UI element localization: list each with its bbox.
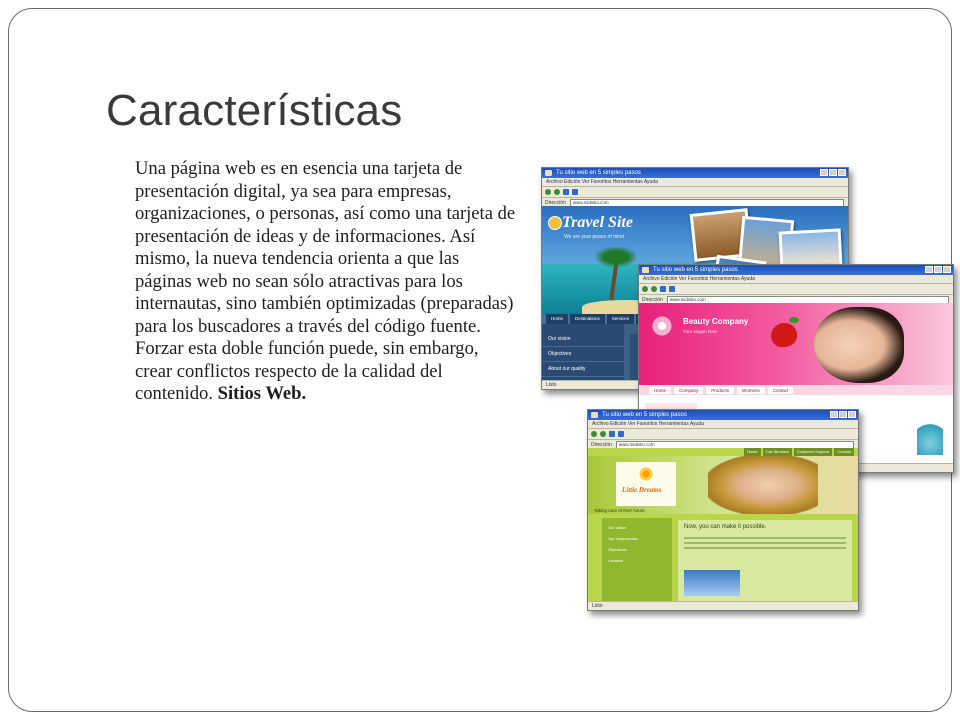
beauty-menu xyxy=(639,385,953,395)
back-icon xyxy=(591,431,597,437)
sidebar-item: Our compromise xyxy=(608,536,638,541)
perfume-bottle-image xyxy=(917,415,943,455)
dreams-banner xyxy=(588,456,858,514)
window-titlebar xyxy=(639,265,953,275)
nav-item: Home xyxy=(744,448,761,456)
search-icon xyxy=(563,189,569,195)
page-content xyxy=(588,448,858,602)
menu-item: Company xyxy=(674,387,703,394)
favorites-icon xyxy=(669,286,675,292)
close-icon xyxy=(848,411,856,418)
close-icon xyxy=(838,169,846,176)
minimize-icon xyxy=(925,266,933,273)
palm-leaves xyxy=(594,246,638,268)
browser-icon xyxy=(642,267,649,273)
text-line xyxy=(684,537,846,539)
dreams-headline: Now, you can make it possible. xyxy=(684,524,767,530)
menu-item: Home xyxy=(649,387,671,394)
browser-screenshot-dreams xyxy=(587,409,859,611)
address-field: www.midsitio.com xyxy=(570,199,844,207)
travel-sidebar xyxy=(542,324,624,381)
window-title: Tu sitio web en 5 simples pasos xyxy=(556,170,641,176)
nav-tab: Services xyxy=(607,314,634,324)
forward-icon xyxy=(554,189,560,195)
forward-icon xyxy=(600,431,606,437)
window-titlebar xyxy=(542,168,848,178)
sidebar-item: Our vision xyxy=(608,525,627,530)
maximize-icon xyxy=(934,266,942,273)
address-label: Dirección xyxy=(545,199,566,206)
maximize-icon xyxy=(829,169,837,176)
nav-item: Contact xyxy=(834,448,854,456)
sidebar-item: Location xyxy=(608,558,624,563)
address-label: Dirección xyxy=(591,441,612,448)
body-bold-tail: Sitios Web. xyxy=(217,383,307,404)
travel-tagline: We are your peace of mind xyxy=(564,234,624,240)
search-icon xyxy=(609,431,615,437)
search-icon xyxy=(660,286,666,292)
dreams-top-nav xyxy=(724,448,858,456)
beauty-brand: Beauty Company xyxy=(683,317,749,326)
menu-bar: Archivo Edición Ver Favoritos Herramientas Ayuda xyxy=(639,275,953,284)
model-photo xyxy=(814,307,904,383)
slide-title: Características xyxy=(106,86,403,135)
menu-bar: Archivo Edición Ver Favoritos Herramientas Ayuda xyxy=(542,178,848,187)
window-titlebar xyxy=(588,410,858,420)
address-label: Dirección xyxy=(642,296,663,303)
window-title: Tu sitio web en 5 simples pasos xyxy=(602,412,687,418)
nav-tab: Home xyxy=(546,314,568,324)
sidebar-item: Objectives xyxy=(608,547,627,552)
globe-icon xyxy=(548,216,562,230)
address-field: www.midsitio.com xyxy=(616,441,854,449)
body-paragraph: Una página web es en esencia una tarjeta de presentación digital, ya sea para empresas, organizaciones, o personas, así como una tarjeta de presentación de ideas y de informaciones. Así mismo, la nueva tendencia orienta a que las páginas web no sean sólo atractivas para los internautas, sino también optimizadas (preparadas) para los buscadores a través del código fuente. Forzar esta doble función puede, sin embargo, crear conflictos respecto de la calidad del contenido. xyxy=(135,158,516,404)
dreams-sidebar xyxy=(602,518,672,602)
status-bar: Listo xyxy=(542,380,848,389)
favorites-icon xyxy=(618,431,624,437)
back-icon xyxy=(642,286,648,292)
back-icon xyxy=(545,189,551,195)
flower-icon xyxy=(638,466,654,482)
window-title: Tu sitio web en 5 simples pasos xyxy=(653,267,738,273)
strawberry-image xyxy=(769,321,799,350)
forward-icon xyxy=(651,286,657,292)
address-field: www.midsitio.com xyxy=(667,296,949,304)
nav-tab: Destinations xyxy=(570,314,605,324)
window-controls xyxy=(925,266,951,273)
text-line xyxy=(684,547,846,549)
sidebar-item: Our vision xyxy=(542,332,624,347)
toolbar xyxy=(639,284,953,295)
maximize-icon xyxy=(839,411,847,418)
sidebar-item: About our quality xyxy=(542,362,624,377)
beauty-slogan: Your slogan here xyxy=(683,329,717,334)
flower-icon xyxy=(651,315,673,337)
favorites-icon xyxy=(572,189,578,195)
slide-body-text xyxy=(135,158,520,406)
nav-item: Our Services xyxy=(763,448,792,456)
status-bar: Listo xyxy=(588,601,858,610)
beauty-banner xyxy=(639,303,953,385)
sidebar-item: Objectives xyxy=(542,347,624,362)
minimize-icon xyxy=(820,169,828,176)
dreams-caption: Taking care of their future xyxy=(594,508,645,513)
close-icon xyxy=(943,266,951,273)
toolbar xyxy=(542,187,848,198)
menu-bar: Archivo Edición Ver Favoritos Herramientas Ayuda xyxy=(588,420,858,429)
dreams-main xyxy=(678,520,852,602)
window-controls xyxy=(830,411,856,418)
leaf-image xyxy=(789,317,799,323)
menu-item: Womens xyxy=(737,387,765,394)
menu-item: Products xyxy=(706,387,734,394)
girl-photo xyxy=(708,456,818,514)
travel-logo: Travel Site xyxy=(562,214,633,231)
window-controls xyxy=(820,169,846,176)
sky-photo xyxy=(684,570,740,596)
text-line xyxy=(684,542,846,544)
nav-item: Customer Support xyxy=(794,448,832,456)
menu-item: Contact xyxy=(768,387,794,394)
browser-icon xyxy=(591,412,598,418)
dreams-logo-box xyxy=(616,462,676,506)
browser-icon xyxy=(545,170,552,176)
minimize-icon xyxy=(830,411,838,418)
dreams-brand: Little Dreams xyxy=(622,486,662,494)
toolbar xyxy=(588,429,858,440)
